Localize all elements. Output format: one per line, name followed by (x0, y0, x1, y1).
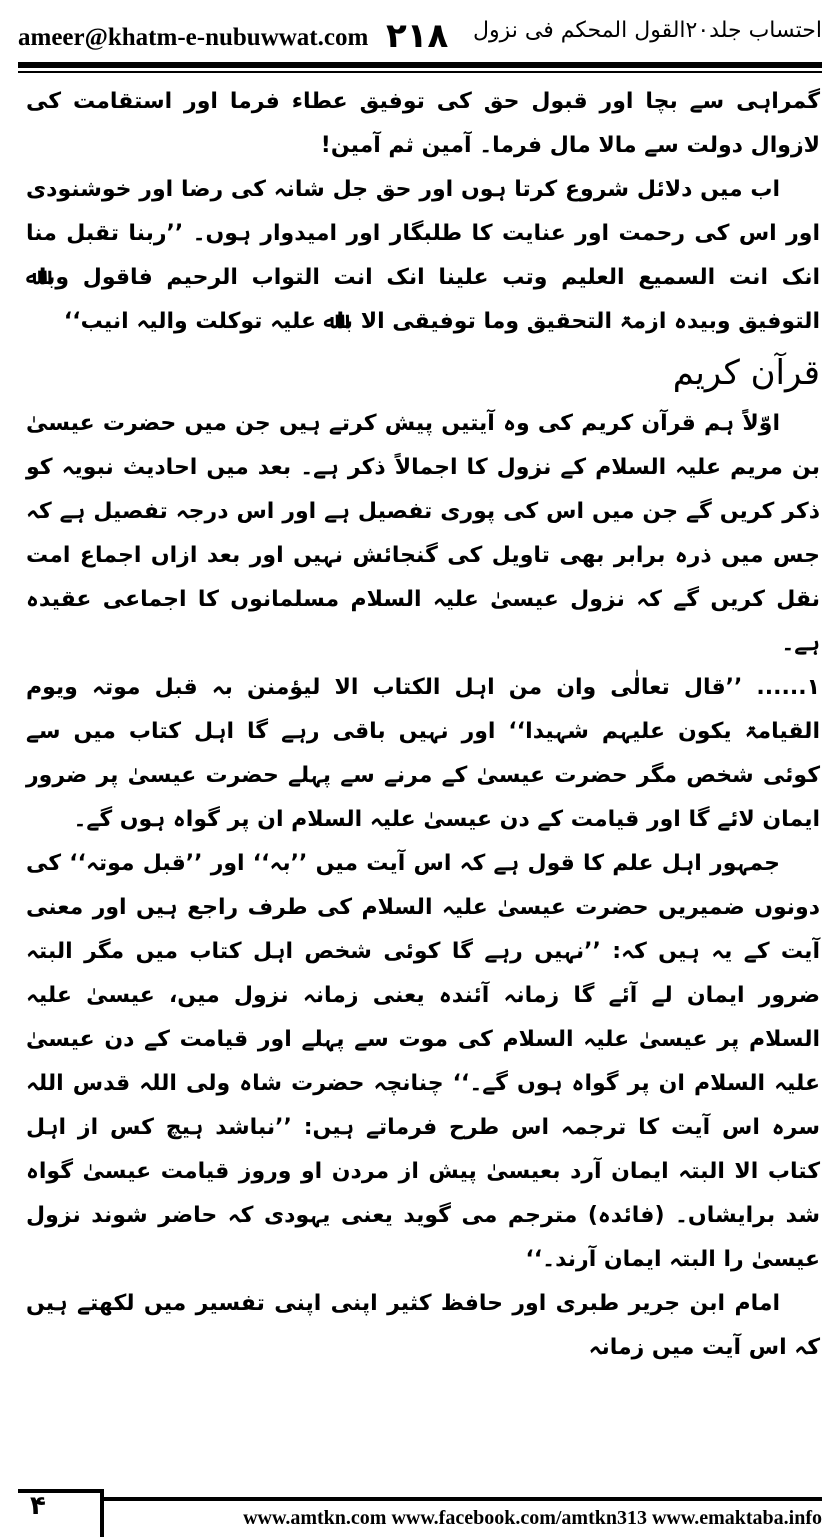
paragraph-3: اوّلاً ہم قرآن کریم کی وہ آیتیں پیش کرتے ہیں جن میں حضرت عیسیٰ بن مریم علیہ السلام کے نزول کا اجمالاً ذکر ہے۔ بعد میں احادیث نبویہ کو ذکر کریں گے جن میں اس کی پوری تفصیل ہے اور اس درجہ تفصیل ہے کہ جس میں ذرہ برابر بھی تاویل کی گنجائش نہیں اور بعد ازاں اجماع امت نقل کریں گے کہ نزول عیسیٰ علیہ السلام مسلمانوں کا اجماعی عقیدہ ہے۔ (26, 411, 820, 656)
page-number: ۲۱۸ (386, 16, 449, 56)
paragraph-6: امام ابن جریر طبری اور حافظ کثیر اپنی اپنی تفسیر میں لکھتے ہیں کہ اس آیت میں زمانہ (26, 1291, 820, 1360)
footer-number: ۴ (30, 1491, 46, 1521)
paragraph-2: اب میں دلائل شروع کرتا ہوں اور حق جل شانہ کی رضا اور خوشنودی اور اس کی رحمت اور عنایت کا طلبگار اور امیدوار ہوں۔ ’’ربنا تقبل منا انک انت السمیع العلیم وتب علینا انک انت التواب الرحیم فاقول وباﷲ التوفیق وبیدہ ازمۃ التحقیق وما توفیقی الا باﷲ علیہ توکلت والیہ انیب‘‘ (26, 177, 820, 334)
footer-rule (18, 1497, 822, 1501)
footer-links: www.amtkn.com www.facebook.com/amtkn313 www.emaktaba.info (243, 1507, 822, 1529)
section-heading: قرآن کریم (672, 353, 820, 393)
header-rule-thick (18, 62, 822, 68)
running-title: احتساب جلد۲۰القول المحکم فی نزول (473, 18, 822, 43)
paragraph-5: جمہور اہل علم کا قول ہے کہ اس آیت میں ’’بہ‘‘ اور ’’قبل موتہ‘‘ کی دونوں ضمیریں حضرت عیسیٰ علیہ السلام کی طرف راجع ہیں اور معنی آیت کے یہ ہیں کہ: ’’نہیں رہے گا کوئی شخص اہل کتاب میں مگر البتہ ضرور ایمان لے آئے گا زمانہ آئندہ یعنی زمانہ نزول میں، عیسیٰ علیہ السلام پر عیسیٰ علیہ السلام کی موت سے پہلے اور قیامت کے دن عیسیٰ علیہ السلام ان پر گواہ ہوں گے۔‘‘ چنانچہ حضرت شاہ ولی اللہ قدس اللہ سرہ اس آیت کا ترجمہ اس طرح فرماتے ہیں: ’’نباشد ہیچ کس از اہل کتاب الا البتہ ایمان آرد بعیسیٰ پیش از مردن او وروز قیامت عیسیٰ گواہ شد برایشاں۔ (فائدہ) مترجم می گوید یعنی یہودی کہ حاضر شوند نزول عیسیٰ را البتہ ایمان آرند۔‘‘ (26, 851, 820, 1272)
page-body (26, 80, 820, 1480)
paragraph-1: گمراہی سے بچا اور قبول حق کی توفیق عطاء فرما اور استقامت کی لازوال دولت سے مالا مال فرما۔ آمین ثم آمین! (26, 89, 820, 158)
page-header (18, 12, 822, 62)
paragraph-4: ۱...... ’’قال تعالٰی وان من اہل الکتاب الا لیؤمنن بہ قبل موتہ ویوم القیامۃ یکون علیہم شہیدا‘‘ اور نہیں باقی رہے گا اہل کتاب میں سے کوئی شخص مگر حضرت عیسیٰ کے مرنے سے پہلے حضرت عیسیٰ پر ضرور ایمان لائے گا اور قیامت کے دن عیسیٰ علیہ السلام ان پر گواہ ہوں گے۔ (26, 675, 820, 832)
header-email: ameer@khatm-e-nubuwwat.com (18, 24, 369, 51)
header-rule-thin (18, 71, 822, 73)
page-footer (18, 1491, 822, 1535)
